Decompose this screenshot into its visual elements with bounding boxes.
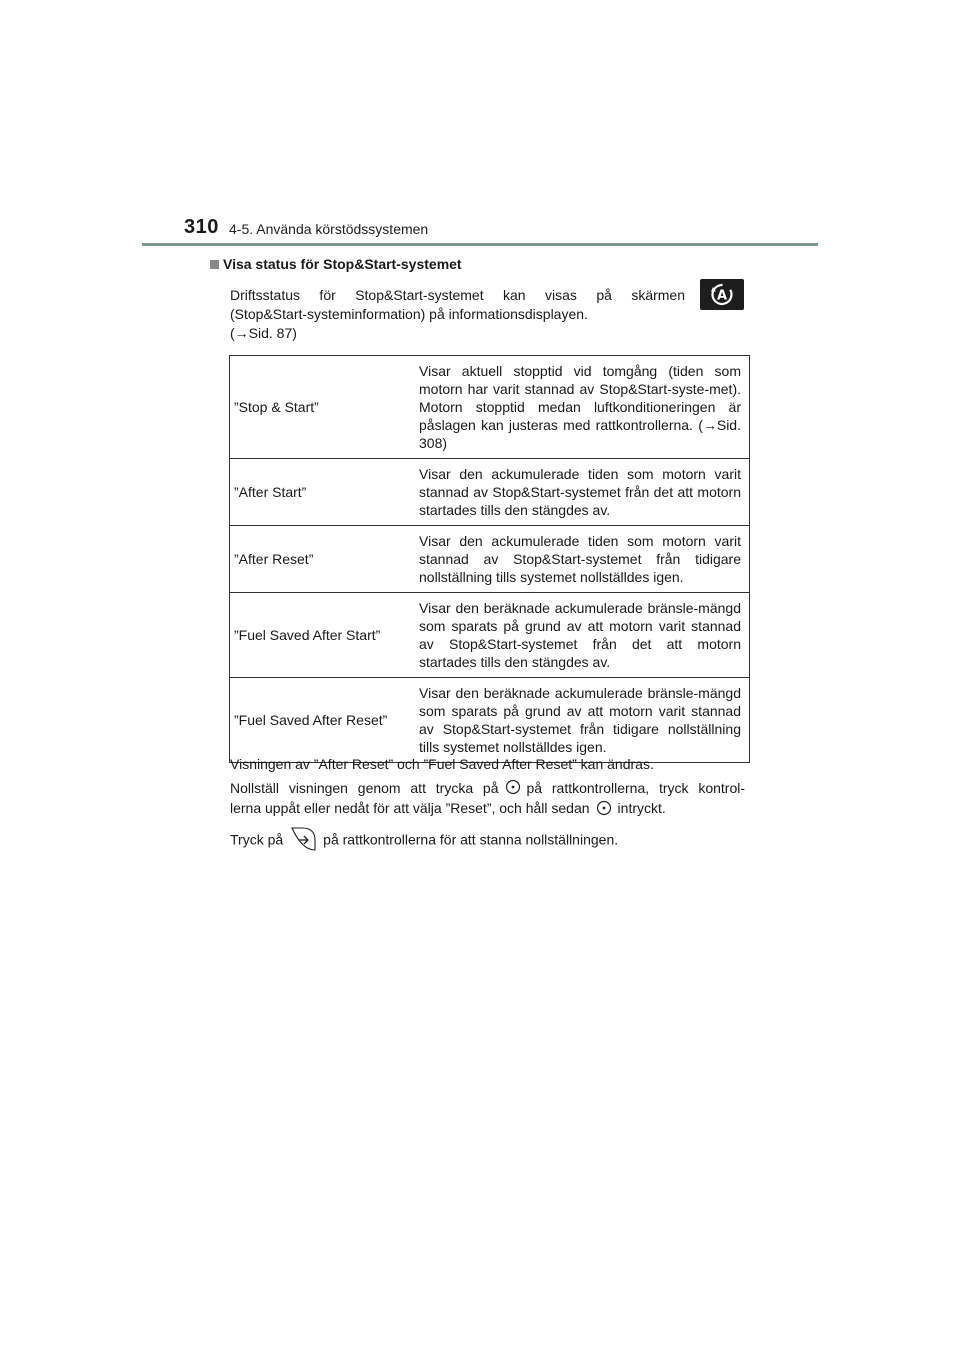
table-term: ”Fuel Saved After Reset” bbox=[230, 678, 414, 763]
table-row bbox=[230, 356, 750, 459]
table-row bbox=[230, 678, 750, 763]
ok-button-icon bbox=[505, 779, 521, 799]
note-paragraph-3 bbox=[230, 826, 745, 856]
note-paragraph-2-line-1 bbox=[230, 779, 745, 799]
table-description: Visar aktuell stopptid vid tomgång (tiden som motorn har varit stannad av Stop&Start-syste-met). Motorn stopptid medan luftkonditioneringen är påslagen kan justeras med rattkontrollerna. (→Sid. 308) bbox=[413, 356, 750, 459]
note-paragraph-1: Visningen av ”After Reset” och ”Fuel Saved After Reset” kan ändras. bbox=[230, 756, 654, 772]
note-text: lerna uppåt eller nedåt för att välja ”Reset”, och håll sedan bbox=[230, 800, 590, 817]
note-text: intryckt. bbox=[617, 800, 666, 817]
table-term: ”After Start” bbox=[230, 459, 414, 526]
intro-line-2: (Stop&Start-systeminformation) på informationsdisplayen. bbox=[230, 306, 588, 322]
table-row bbox=[230, 593, 750, 678]
table-description: Visar den beräknade ackumulerade bränsle-mängd som sparats på grund av att motorn varit stannad av Stop&Start-systemet från tidigare nollställning tills systemet nollställdes igen. bbox=[413, 678, 750, 763]
table-row bbox=[230, 526, 750, 593]
section-heading bbox=[210, 256, 462, 272]
note-paragraph-2 bbox=[230, 779, 745, 820]
table-term: ”After Reset” bbox=[230, 526, 414, 593]
note-text: Nollställ visningen genom att trycka på bbox=[230, 780, 499, 796]
chapter-title: 4-5. Använda körstödssystemen bbox=[229, 221, 429, 237]
intro-paragraph bbox=[230, 286, 750, 343]
table-term: ”Stop & Start” bbox=[230, 356, 414, 459]
status-table bbox=[229, 355, 750, 763]
square-bullet-icon bbox=[210, 260, 219, 269]
note-text: Tryck på bbox=[230, 831, 284, 848]
table-row bbox=[230, 459, 750, 526]
note-text: på rattkontrollerna, tryck kontrol- bbox=[526, 780, 745, 796]
notes bbox=[230, 755, 745, 862]
section-heading-text: Visa status för Stop&Start-systemet bbox=[223, 256, 462, 272]
svg-text:A: A bbox=[716, 288, 728, 304]
table-description: Visar den ackumulerade tiden som motorn varit stannad av Stop&Start-systemet från det att motorn startades tills den stängdes av. bbox=[413, 459, 750, 526]
table-term: ”Fuel Saved After Start” bbox=[230, 593, 414, 678]
note-text: på rattkontrollerna för att stanna nollställningen. bbox=[323, 831, 619, 848]
intro-reference: (→Sid. 87) bbox=[230, 325, 297, 341]
intro-line-1: Driftsstatus för Stop&Start-systemet kan visas på skärmen bbox=[230, 287, 685, 303]
ok-button-icon bbox=[596, 800, 612, 820]
stop-start-info-display-icon bbox=[700, 279, 744, 310]
header-rule bbox=[142, 243, 818, 246]
back-button-icon bbox=[289, 826, 317, 856]
note-paragraph-2-line-2 bbox=[230, 799, 745, 819]
table-description: Visar den ackumulerade tiden som motorn varit stannad av Stop&Start-systemet från tidigare nollställning tills systemet nollställdes igen. bbox=[413, 526, 750, 593]
table-description: Visar den beräknade ackumulerade bränsle-mängd som sparats på grund av att motorn varit stannad av Stop&Start-systemet från det att motorn startades tills den stängdes av. bbox=[413, 593, 750, 678]
page-number: 310 bbox=[184, 216, 219, 238]
